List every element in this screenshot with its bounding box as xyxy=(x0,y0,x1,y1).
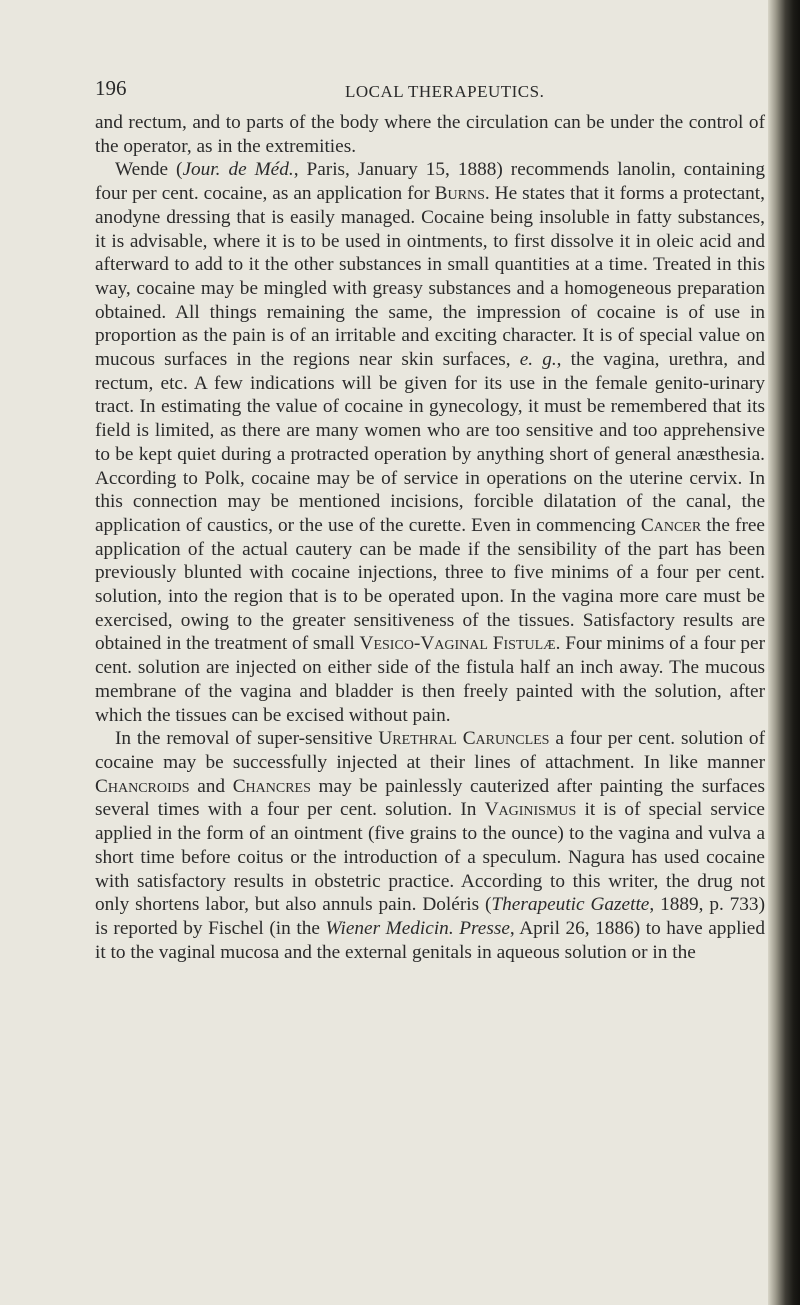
page-header xyxy=(95,76,775,108)
body-text xyxy=(95,111,765,964)
italic-text: Wiener Medicin. Presse xyxy=(325,917,510,939)
italic-text: Therapeutic Gazette xyxy=(491,894,650,916)
text-run: , Paris, January 15, 1888) recommends lanolin, containing four per cent. cocaine, as an application for xyxy=(95,159,765,205)
text-run: In the removal of super-sensitive xyxy=(115,728,379,750)
text-run: the free application of the actual cautery can be made if the sensibility of the part has been previously blunted with cocaine injections, three to five minims of a four per cent. solution, into the region that is to be operated upon. In the vagina more care must be exercised, owing to the greater sensitiveness of the tissues. Satisfactory results are obtained in the treatment of small xyxy=(95,514,765,655)
text-run: a four per cent. solution of cocaine may be successfully injected at their lines of attachment. In like manner xyxy=(95,728,765,773)
text-run: Wende ( xyxy=(115,159,183,181)
small-caps-term: Vaginismus xyxy=(484,799,577,821)
text-run: . He states that it forms a protectant, anodyne dressing that is easily managed. Cocaine being insoluble in fatty substances, it is advisable, where it is to be used in ointments, to first dissolve it in oleic acid and afterward to add to it the other substances in small quantities at a time. Treated in this way, cocaine may be mingled with greasy substances and a homogeneous preparation obtained. All things remaining the same, the impression of cocaine is of use in proportion as the pain is of an irritable and exciting character. It is of special value on mucous surfaces in the regions near skin surfaces, xyxy=(95,183,765,371)
small-caps-term: Cancer xyxy=(640,514,702,536)
book-binding-edge xyxy=(768,0,800,1305)
page-number: 196 xyxy=(95,76,127,100)
text-run: , the vagina, urethra, and rectum, etc. A few indications will be given for its use in the female genito-urinary tract. In estimating the value of cocaine in gynecology, it must be remembered that its field is limited, as there are many women who are too sensitive and too apprehensive to be kept quiet during a protracted operation by anything short of general anæsthesia. According to Polk, cocaine may be of service in operations on the uterine cervix. In this connection may be mentioned incisions, forcible dilatation of the canal, the application of caustics, or the use of the curette. Even in commencing xyxy=(95,349,765,536)
text-run: and rectum, and to parts of the body where the circulation can be under the control of the operator, as in the extremities. xyxy=(95,112,765,157)
paragraph xyxy=(95,158,765,727)
small-caps-term: Chancres xyxy=(232,775,311,797)
paragraph xyxy=(95,111,765,158)
small-caps-term: Chancroids xyxy=(95,775,190,797)
small-caps-term: Urethral Caruncles xyxy=(378,728,550,750)
italic-text: e. g. xyxy=(519,349,557,371)
text-run: it is of special service applied in the form of an ointment (five grains to the ounce) to the vagina and vulva a short time before coitus or the introduction of a speculum. Nagura has used cocaine with satisfactory results in obstetric practice. According to this writer, the drug not only shortens labor, but also annuls pain. Doléris ( xyxy=(95,799,765,916)
text-run: , 1889, p. 733) is reported by Fischel (in the xyxy=(95,894,765,939)
paragraph xyxy=(95,727,765,964)
running-head: LOCAL THERAPEUTICS. xyxy=(345,82,545,101)
text-run: . Four minims of a four per cent. solution are injected on either side of the fistula half an inch away. The mucous membrane of the vagina and bladder is then freely painted with the solution, after which the tissues can be excised without pain. xyxy=(95,633,766,726)
small-caps-term: Burns xyxy=(434,183,485,205)
small-caps-term: Vesico-Vaginal Fistulæ xyxy=(359,633,556,655)
italic-text: Jour. de Méd. xyxy=(182,159,294,181)
text-run: and xyxy=(189,775,233,797)
text-run: , April 26, 1886) to have applied it to the vaginal mucosa and the external genitals in aqueous solution or in the xyxy=(95,917,766,963)
text-run: may be painlessly cauterized after painting the surfaces several times with a four per cent. solution. In xyxy=(95,775,765,821)
